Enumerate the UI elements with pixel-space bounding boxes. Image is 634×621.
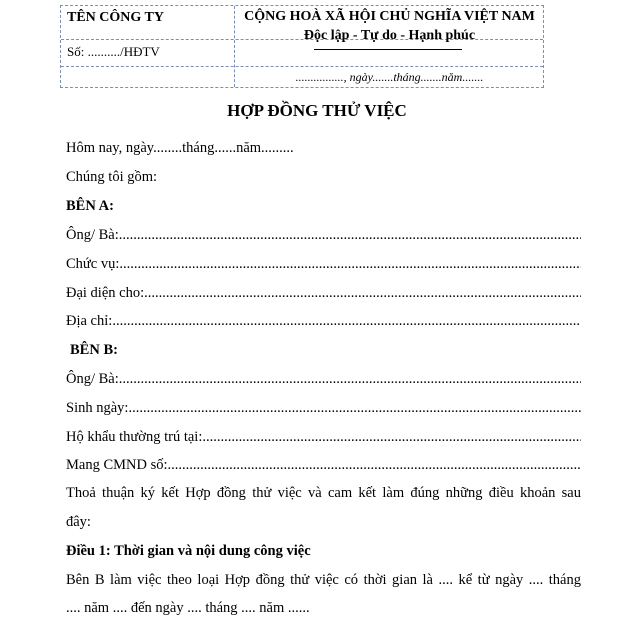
national-title: CỘNG HOÀ XÃ HỘI CHỦ NGHĨA VIỆT NAM bbox=[244, 9, 535, 24]
field-label: Hộ khẩu thường trú tại: bbox=[66, 429, 203, 445]
party-a-represent-field bbox=[66, 285, 581, 302]
fill-in-dots bbox=[202, 429, 581, 446]
fill-in-dots bbox=[119, 227, 581, 244]
national-motto: Độc lập - Tự do - Hạnh phúc bbox=[303, 28, 476, 43]
fill-in-dots bbox=[144, 285, 581, 302]
place-date-line: ................, ngày.......tháng.......năm....... bbox=[295, 70, 484, 84]
field-label: Ông/ Bà: bbox=[66, 227, 119, 243]
field-label: Mang CMND số: bbox=[66, 457, 168, 473]
agreement-text-cont: đây: bbox=[66, 514, 91, 530]
field-label: Sinh ngày: bbox=[66, 400, 129, 416]
company-name: TÊN CÔNG TY bbox=[67, 10, 164, 25]
party-b-residence-field bbox=[66, 429, 581, 446]
document-title: HỢP ĐỒNG THỬ VIỆC bbox=[227, 101, 407, 120]
field-label: Chức vụ: bbox=[66, 256, 120, 272]
party-a-address-field bbox=[66, 313, 581, 330]
fill-in-dots bbox=[128, 400, 581, 417]
party-b-heading: BÊN B: bbox=[70, 342, 118, 358]
article-1-text-cont: .... năm .... đến ngày .... tháng .... năm ...... bbox=[66, 600, 310, 616]
document-number: Số: ........../HĐTV bbox=[67, 44, 160, 59]
fill-in-dots bbox=[119, 256, 581, 273]
party-b-id-field bbox=[66, 457, 581, 474]
fill-in-dots bbox=[112, 313, 581, 330]
motto-underline bbox=[314, 49, 462, 50]
header-divider bbox=[61, 66, 543, 67]
party-b-birthdate-field bbox=[66, 400, 581, 417]
field-label: Ông/ Bà: bbox=[66, 371, 119, 387]
intro-parties: Chúng tôi gồm: bbox=[66, 169, 158, 185]
header-table bbox=[60, 5, 544, 88]
fill-in-dots bbox=[119, 371, 581, 388]
field-label: Đại diện cho: bbox=[66, 285, 145, 301]
party-a-heading: BÊN A: bbox=[66, 198, 114, 214]
party-a-position-field bbox=[66, 256, 581, 273]
header-column-divider bbox=[234, 6, 235, 87]
party-a-name-field bbox=[66, 227, 581, 244]
party-b-name-field bbox=[66, 371, 581, 388]
article-1-heading: Điều 1: Thời gian và nội dung công việc bbox=[66, 543, 311, 559]
agreement-text: Thoả thuận ký kết Hợp đồng thử việc và cam kết làm đúng những điều khoản sau bbox=[66, 485, 581, 501]
intro-date-line: Hôm nay, ngày........tháng......năm......... bbox=[66, 140, 294, 156]
article-1-text: Bên B làm việc theo loại Hợp đồng thử việc có thời gian là .... kể từ ngày .... tháng bbox=[66, 572, 581, 588]
field-label: Địa chỉ: bbox=[66, 313, 113, 329]
fill-in-dots bbox=[168, 457, 581, 474]
